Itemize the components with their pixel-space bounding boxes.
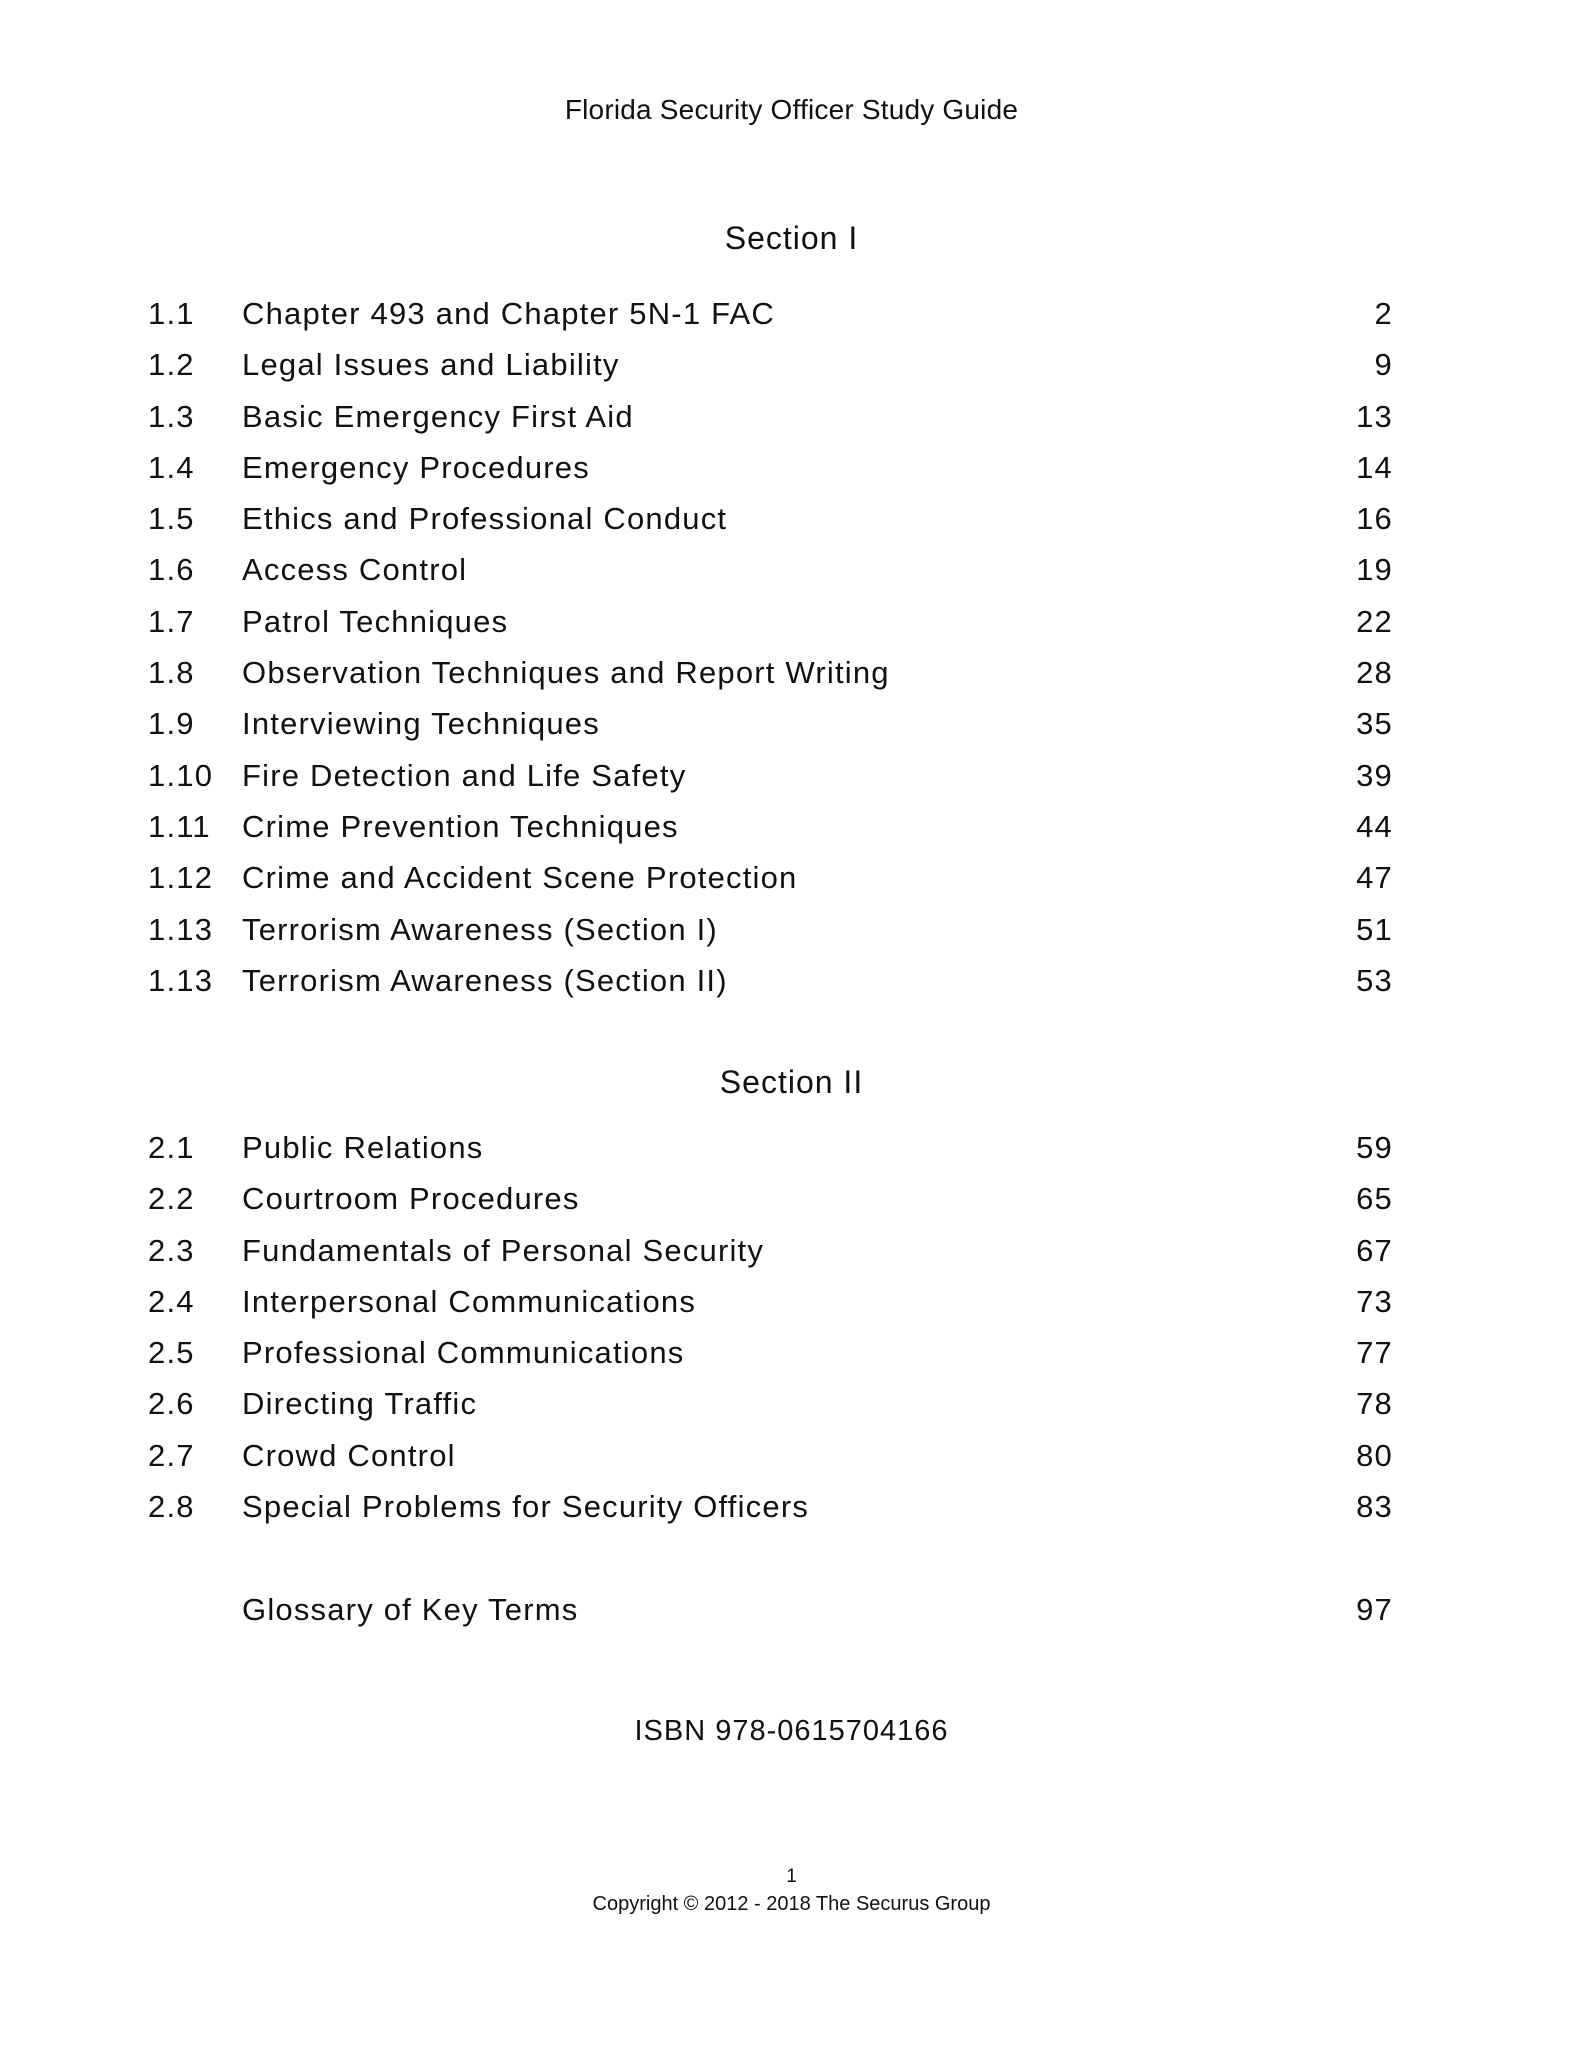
toc-entry-page: 9 [1374, 347, 1393, 383]
toc-entry [0, 347, 1583, 398]
toc-entry [0, 1181, 1583, 1232]
toc-entry-page: 35 [1356, 706, 1393, 742]
toc-entry-title: Access Control [242, 552, 468, 588]
toc-entry-title: Emergency Procedures [242, 449, 590, 485]
toc-entry [0, 912, 1583, 963]
toc-entry-title: Basic Emergency First Aid [242, 398, 634, 434]
toc-entry [0, 296, 1583, 347]
toc-entry-page: 80 [1356, 1437, 1393, 1473]
toc-entry-number: 2.4 [148, 1283, 195, 1319]
toc-entry-page: 22 [1356, 603, 1393, 639]
toc-entry-title: Crowd Control [242, 1437, 456, 1473]
toc-entry-title: Crime and Accident Scene Protection [242, 860, 798, 896]
toc-entry-number: 2.6 [148, 1386, 195, 1422]
toc-entry [0, 1386, 1583, 1437]
toc-entry-title: Interviewing Techniques [242, 706, 600, 742]
toc-entry-number: 1.8 [148, 655, 195, 691]
toc-entry-number: 1.9 [148, 706, 195, 742]
toc-entry-page: 47 [1356, 860, 1393, 896]
toc-entry-number: 1.13 [148, 911, 214, 947]
toc-entry-title: Terrorism Awareness (Section II) [242, 962, 728, 998]
toc-entry [0, 758, 1583, 809]
toc-entry-page: 78 [1356, 1386, 1393, 1422]
toc-entry [0, 501, 1583, 552]
toc-entry-page: 77 [1356, 1335, 1393, 1371]
footer-copyright: Copyright © 2012 - 2018 The Securus Group [592, 1893, 991, 1915]
toc-entry [0, 706, 1583, 757]
toc-entry-title: Fire Detection and Life Safety [242, 757, 687, 793]
toc-entry-number: 2.1 [148, 1130, 195, 1165]
toc-entry-title: Interpersonal Communications [242, 1283, 697, 1319]
toc-entry-title: Glossary of Key Terms [242, 1592, 579, 1627]
toc-entry-page: 65 [1356, 1181, 1393, 1217]
toc-entry-page: 13 [1356, 398, 1393, 434]
toc-entry-number: 2.8 [148, 1489, 195, 1525]
toc-entry-number: 2.3 [148, 1232, 195, 1268]
toc-entry-page: 97 [1356, 1592, 1393, 1627]
toc-entry-number: 1.7 [148, 603, 195, 639]
toc-entry-title: Patrol Techniques [242, 603, 509, 639]
toc-entry [0, 1438, 1583, 1489]
toc-entry-number: 1.4 [148, 449, 195, 485]
toc-entry [0, 604, 1583, 655]
toc-entry-number: 1.2 [148, 347, 195, 383]
toc-entry-title: Professional Communications [242, 1335, 685, 1371]
toc-entry-number: 1.5 [148, 501, 195, 537]
toc-entry-page: 44 [1356, 808, 1393, 844]
toc-entry-title: Ethics and Professional Conduct [242, 501, 728, 537]
toc-entry-title: Public Relations [242, 1130, 484, 1165]
toc-entry-glossary [0, 1592, 1583, 1636]
toc-entry [0, 552, 1583, 603]
toc-section-2-list [0, 1130, 1583, 1540]
toc-entry [0, 963, 1583, 1014]
toc-entry-number: 2.2 [148, 1181, 195, 1217]
section-heading-2: Section II [719, 1064, 864, 1100]
toc-entry-title: Directing Traffic [242, 1386, 478, 1422]
section-heading-1: Section I [724, 220, 859, 256]
toc-entry-number: 2.7 [148, 1437, 195, 1473]
toc-entry-page: 39 [1356, 757, 1393, 793]
toc-entry [0, 1335, 1583, 1386]
toc-entry-page: 28 [1356, 655, 1393, 691]
toc-entry-number: 2.5 [148, 1335, 195, 1371]
toc-entry-title: Legal Issues and Liability [242, 347, 620, 383]
toc-entry-page: 14 [1356, 449, 1393, 485]
toc-entry [0, 1130, 1583, 1181]
toc-entry [0, 1489, 1583, 1540]
toc-entry-page: 51 [1356, 911, 1393, 947]
toc-entry-page: 73 [1356, 1283, 1393, 1319]
toc-entry [0, 1233, 1583, 1284]
toc-entry-title: Courtroom Procedures [242, 1181, 580, 1217]
footer-page-number: 1 [786, 1866, 797, 1887]
toc-entry-number: 1.1 [148, 296, 195, 331]
toc-entry-page: 19 [1356, 552, 1393, 588]
toc-entry-number: 1.3 [148, 398, 195, 434]
toc-entry-page: 59 [1356, 1130, 1393, 1165]
toc-entry-number: 1.10 [148, 757, 214, 793]
toc-entry-page: 83 [1356, 1489, 1393, 1525]
toc-entry-page: 67 [1356, 1232, 1393, 1268]
toc-entry [0, 655, 1583, 706]
toc-entry-number: 1.13 [148, 962, 214, 998]
toc-entry-number: 1.6 [148, 552, 195, 588]
toc-entry-title: Observation Techniques and Report Writing [242, 655, 890, 691]
toc-entry-page: 2 [1374, 296, 1393, 331]
isbn-text: ISBN 978-0615704166 [634, 1715, 949, 1747]
toc-entry-number: 1.12 [148, 860, 214, 896]
toc-entry [0, 450, 1583, 501]
toc-entry [0, 860, 1583, 911]
toc-entry-title: Chapter 493 and Chapter 5N-1 FAC [242, 296, 775, 331]
toc-entry [0, 809, 1583, 860]
toc-entry-title: Special Problems for Security Officers [242, 1489, 810, 1525]
toc-entry [0, 399, 1583, 450]
toc-entry-number: 1.11 [148, 808, 211, 844]
toc-entry-title: Fundamentals of Personal Security [242, 1232, 765, 1268]
toc-entry-title: Terrorism Awareness (Section I) [242, 911, 718, 947]
toc-entry-title: Crime Prevention Techniques [242, 808, 679, 844]
toc-entry [0, 1284, 1583, 1335]
toc-section-1-list [0, 296, 1583, 1014]
toc-entry-page: 16 [1356, 501, 1393, 537]
document-header-title: Florida Security Officer Study Guide [564, 94, 1019, 125]
toc-entry-page: 53 [1356, 962, 1393, 998]
